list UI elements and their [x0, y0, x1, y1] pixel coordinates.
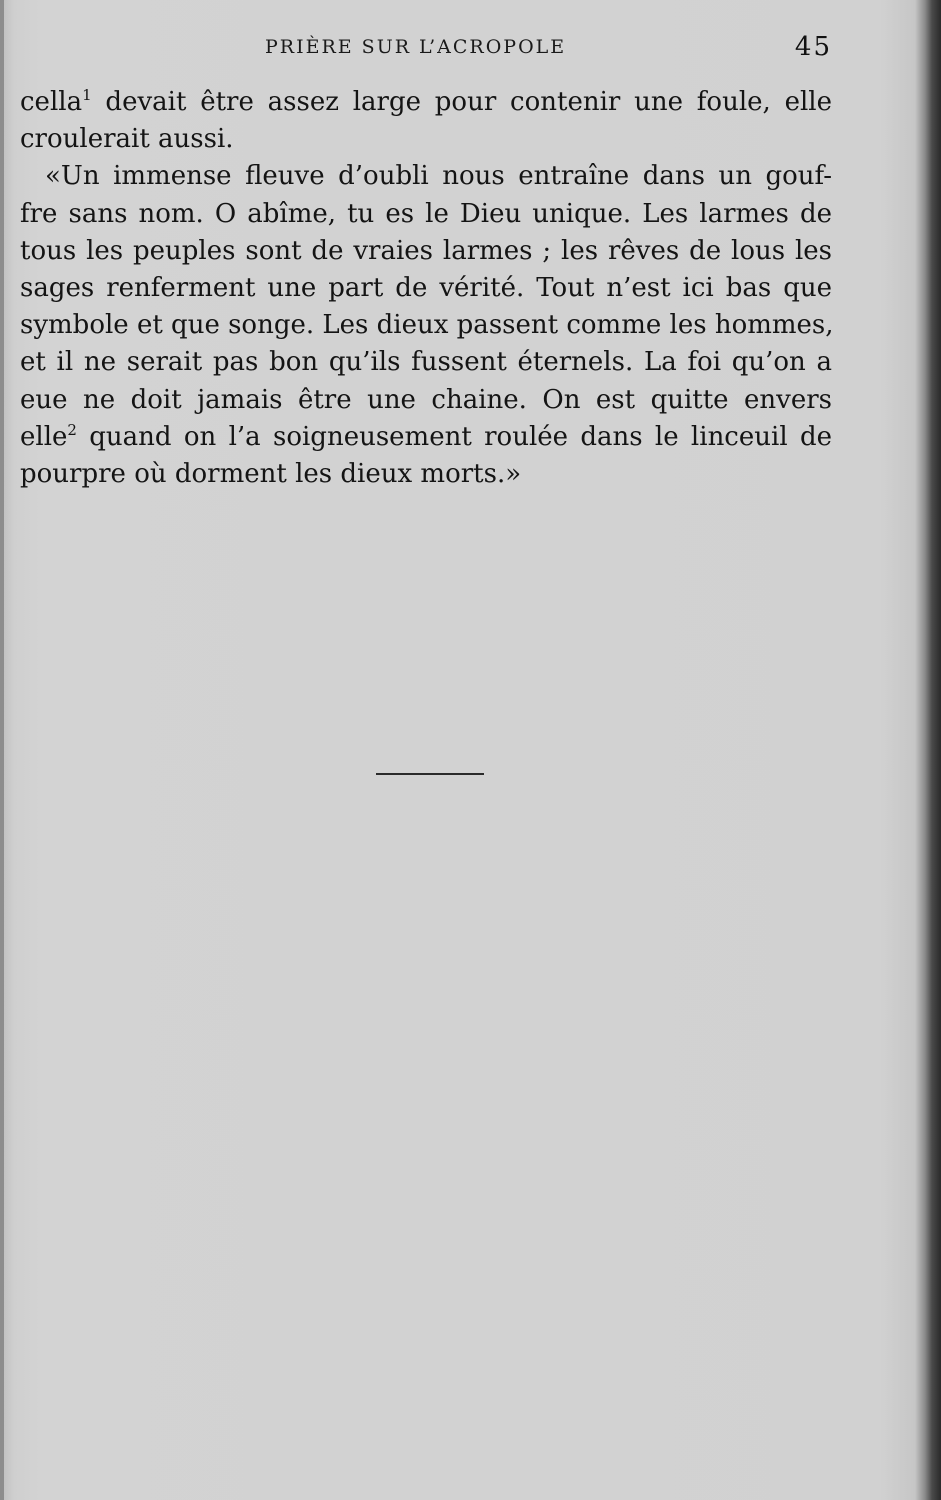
page-edge	[0, 0, 4, 1500]
text-line: pourpre où dorment les dieux morts.»	[20, 458, 522, 489]
footnote-marker: 2	[67, 420, 77, 439]
text-line: cella$^1$ devait être assez large pour contenir une foule, elle	[20, 86, 832, 117]
end-of-chapter-rule	[376, 773, 484, 775]
running-head	[20, 32, 832, 62]
text-line: symbole et que songe. Les dieux passent comme les hommes,	[20, 310, 834, 341]
text-line: elle$^2$ quand on l’a soigneusement roulée dans le linceuil de	[20, 420, 832, 452]
text-line: et il ne serait pas bon qu’ils fussent éternels. La foi qu’on a	[20, 347, 832, 378]
text-line: «Un immense fleuve d’oubli nous entraîne dans un gouf-	[45, 161, 832, 192]
footnote-marker: 1	[82, 86, 92, 104]
body-text	[20, 84, 832, 493]
text-line: fre sans nom. O abîme, tu es le Dieu unique. Les larmes de	[20, 198, 832, 229]
text-line: croulerait aussi.	[20, 124, 234, 155]
text-line: sages renferment une part de vérité. Tout n’est ici bas que	[20, 272, 832, 303]
text-line: eue ne doit jamais être une chaine. On est quitte envers	[20, 384, 832, 415]
running-title: PRIÈRE SUR L’ACROPOLE	[265, 36, 567, 58]
page-number: 45	[794, 32, 832, 62]
text-line: tous les peuples sont de vraies larmes ; les rêves de lous les	[20, 235, 832, 266]
